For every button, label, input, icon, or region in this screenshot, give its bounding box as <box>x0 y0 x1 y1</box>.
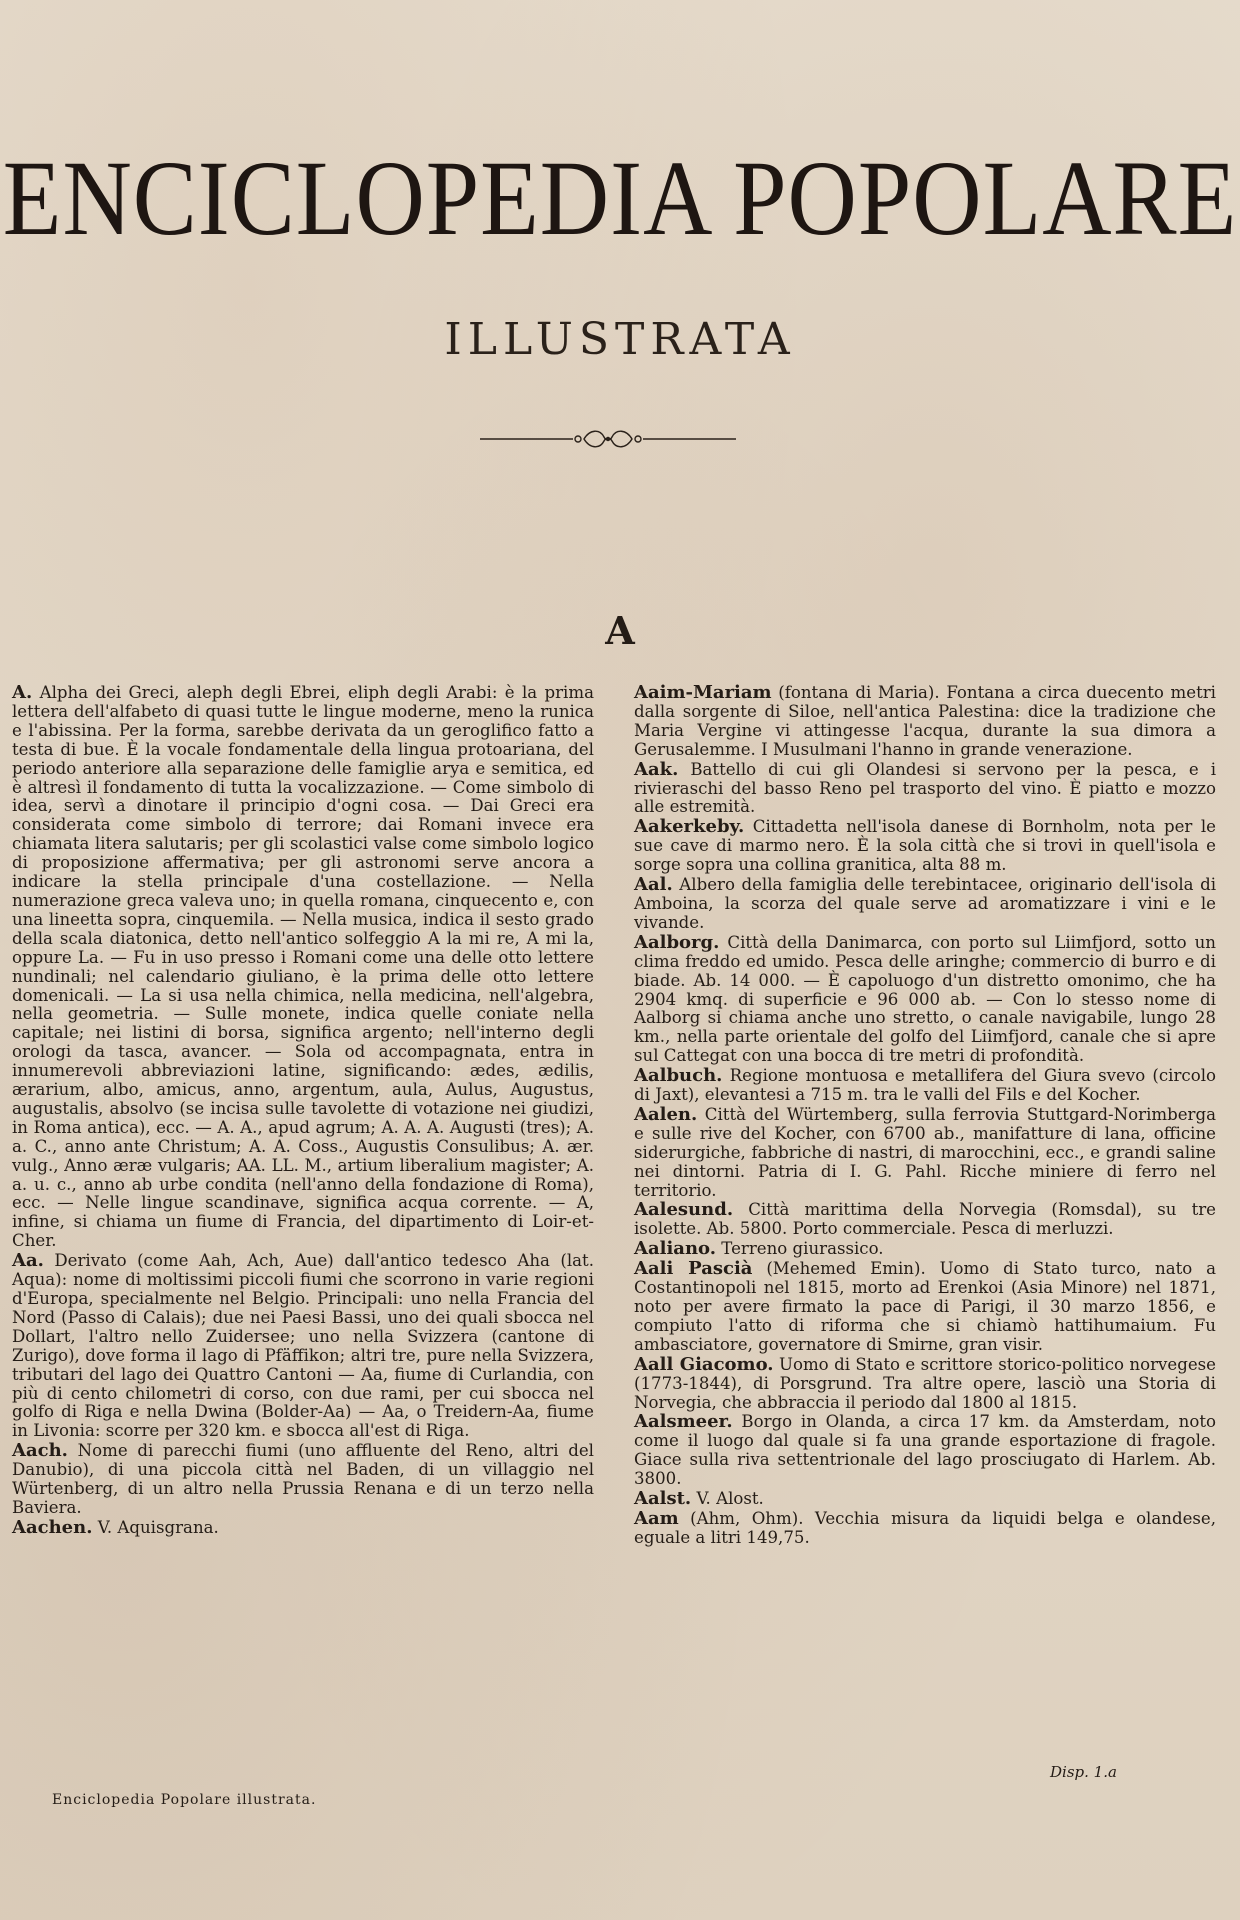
right-column <box>634 684 1216 1549</box>
entry-headword: Aakerkeby. <box>634 816 745 838</box>
dictionary-entry <box>12 1442 594 1518</box>
ornament-divider <box>478 425 738 453</box>
dictionary-entry <box>12 1516 594 1538</box>
entry-headword: A. <box>12 682 33 703</box>
entry-text: Alpha dei Greci, aleph degli Ebrei, eliph degli Arabi: è la prima lettera dell'alfabeto di quasi tutte le lingue moderne, meno la runica e l'abissina. Per la forma, sarebbe derivata da un geroglifico fatto a testa di bue. È la vocale fondamentale della lingua protoariana, del periodo anteriore alla separazione delle famiglie arya e semitica, ed è altresì il fondamento di tutta la vocalizzazione. — Come simbolo di idea, servì a dinotare il principio d'ogni cosa. — Dai Greci era considerata come simbolo di terrore; dai Romani invece era chiamata litera salutaris; per gli scolastici valse come simbolo logico di proposizione affermativa; per gli astronomi serve ancora a indicare la stella principale d'una costellazione. — Nella numerazione greca valeva uno; in quella romana, cinquecento e, con una lineetta sopra, cinquemila. — Nella musica, indica il sesto grado della scala diatonica, detto nell'antico solfeggio A la mi re, A mi la, oppure La. — Fu in uso presso i Romani come una delle otto lettere nundinali; nel calendario giuliano, è la prima delle otto lettere domenicali. — La si usa nella chimica, nella medicina, nell'algebra, nella geometria. — Sulle monete, indica quelle coniate nella capitale; nei listini di borsa, significa argento; nell'interno degli orologi da tasca, avancer. — Sola od accompagnata, entra in innumerevoli abbreviazioni latine, significando: ædes, ædilis, ærarium, albo, amicus, anno, argentum, aula, Aulus, Augustus, augustalis, absolvo (se incisa sulle tavolette di votazione nei giudizi, in Roma antica), ecc. — A. A., apud agrum; A. A. A. Augusti (tres); A. a. C., anno ante Christum; A. A. Coss., Augustis Consulibus; A. ær. vulg., Anno æræ vulgaris; AA. LL. M., artium liberalium magister; A. a. u. c., anno ab urbe condita (nell'anno della fondazione di Roma), ecc. — Nelle lingue scandinave, significa acqua corrente. — A, infine, si chiama un fiume di Francia, del dipartimento di Loir-et-Cher. <box>12 683 594 1251</box>
dictionary-entry <box>12 684 594 1251</box>
left-column <box>12 684 594 1539</box>
dictionary-entry <box>634 1201 1216 1239</box>
entry-text: Terreno giurassico. <box>716 1239 884 1259</box>
fascicle-number: Disp. 1.a <box>1050 1763 1117 1781</box>
entry-text: Regione montuosa e metallifera del Giura svevo (circolo di Jaxt), elevantesi a 715 m. tra le valli del Fils e del Kocher. <box>634 1066 1216 1105</box>
entry-headword: Aalsmeer. <box>634 1411 733 1433</box>
entry-headword: Aal. <box>634 874 673 896</box>
entry-text: (Ahm, Ohm). Vecchia misura da liquidi belga e olandese, eguale a litri 149,75. <box>634 1508 1216 1547</box>
page-title: ENCICLOPEDIA POPOLARE <box>2 137 1238 258</box>
dictionary-entry <box>634 931 1216 1066</box>
entry-headword: Aall Giacomo. <box>634 1353 774 1375</box>
entry-headword: Aach. <box>12 1440 68 1462</box>
entry-headword: Aaliano. <box>634 1238 717 1260</box>
entry-text: V. Aquisgrana. <box>92 1517 219 1537</box>
dictionary-entry <box>634 818 1216 875</box>
entry-text: Albero della famiglia delle terebintacee, originario dell'isola di Amboina, la scorza del quale serve ad aromatizzare i vini e le vivande. <box>634 875 1216 932</box>
entry-text: Borgo in Olanda, a circa 17 km. da Amsterdam, noto come il luogo dal quale si fa una grande esportazione di fragole. Giace sulla riva settentrionale del lago prosciugato di Harlem. Ab. 3800. <box>634 1412 1216 1489</box>
entry-headword: Aachen. <box>12 1516 93 1538</box>
entry-text: Nome di parecchi fiumi (uno affluente del Reno, altri del Danubio), di una piccola città nel Baden, di un villaggio nel Würtenberg, di un altro nella Prussia Renana e di un terzo nella Baviera. <box>12 1441 594 1517</box>
entry-headword: Aalen. <box>634 1103 698 1125</box>
dictionary-entry <box>634 684 1216 760</box>
dictionary-entry <box>634 1507 1216 1548</box>
entry-text: Città marittima della Norvegia (Romsdal), su tre isolette. Ab. 5800. Porto commerciale. Pesca di merluzzi. <box>634 1200 1216 1239</box>
entry-text: Battello di cui gli Olandesi si servono per la pesca, e i rivieraschi del basso Reno pel trasporto del vino. È piatto e mozzo alle estremità. <box>634 759 1216 817</box>
entry-headword: Aaim-Mariam <box>634 682 772 703</box>
dictionary-entry <box>634 1103 1216 1201</box>
entry-text: Uomo di Stato e scrittore storico-politico norvegese (1773-1844), di Porsgrund. Tra altre opere, lasciò una Storia di Norvegia, che abbraccia il periodo dal 1800 al 1815. <box>634 1354 1216 1412</box>
entry-text: (fontana di Maria). Fontana a circa duecento metri dalla sorgente di Siloe, nell'antica Palestina: dice la tradizione che Maria Vergine vi attingesse l'acqua, durante la sua dimora a Gerusalemme. I Musulmani l'hanno in grande venerazione. <box>634 683 1216 759</box>
dictionary-entry <box>634 1353 1216 1413</box>
dictionary-entry <box>634 1240 1216 1259</box>
dictionary-entry <box>12 1252 594 1441</box>
entry-text: Derivato (come Aah, Ach, Aue) dall'antico tedesco Aha (lat. Aqua): nome di moltissimi piccoli fiumi che scorrono in varie regioni d'Europa, specialmente nel Belgio. Principali: uno nella Francia del Nord (Passo di Calais); due nei Paesi Bassi, uno dei quali sbocca nel Dollart, l'altro nello Zuidersee; uno nella Svizzera (cantone di Zurigo), dove forma il lago di Pfäffikon; altri tre, pure nella Svizzera, tributari del lago dei Quattro Cantoni — Aa, fiume di Curlandia, con più di cento chilometri di corso, con due rami, per cui sbocca nel golfo di Riga e nella Dwina (Bolder-Aa) — Aa, o Treidern-Aa, fiume in Livonia: scorre per 320 km. e sbocca all'est di Riga. <box>12 1251 594 1441</box>
entry-headword: Aalbuch. <box>634 1065 723 1087</box>
entry-text: V. Alost. <box>691 1489 764 1509</box>
entry-headword: Aali Pascià <box>634 1258 753 1280</box>
entry-text: (Mehemed Emin). Uomo di Stato turco, nato a Costantinopoli nel 1815, morto ad Erenkoi (Asia Minore) nel 1871, noto per avere firmato la pace di Parigi, il 30 marzo 1856, e compiuto l'atto di riforma che si chiamò hattihumaium. Fu ambasciatore, governatore di Smirne, gran visir. <box>634 1259 1217 1354</box>
dictionary-entry <box>634 1260 1216 1355</box>
dictionary-entry <box>634 876 1216 933</box>
entry-text: Città del Würtemberg, sulla ferrovia Stuttgard-Norimberga e sulle rive del Kocher, con 6700 ab., manifatture di lana, officine siderurgiche, fabbriche di nastri, di marocchini, ecc., e grandi saline nei dintorni. Patria di I. G. Pahl. Ricche miniere di ferro nel territorio. <box>634 1104 1216 1200</box>
entry-headword: Aalst. <box>634 1488 692 1510</box>
dictionary-entry <box>634 1413 1216 1489</box>
dictionary-entry <box>634 1067 1216 1105</box>
dictionary-entry <box>634 1490 1216 1509</box>
entry-headword: Aak. <box>634 758 679 780</box>
page-subtitle: ILLUSTRATA <box>444 314 796 365</box>
entry-headword: Aa. <box>12 1250 44 1272</box>
entry-text: Città della Danimarca, con porto sul Liimfjord, sotto un clima freddo ed umido. Pesca delle aringhe; commercio di burro e di biade. Ab. 14 000. — È capoluogo d'un distretto omonimo, che ha 2904 kmq. di superficie e 96 000 ab. — Con lo stesso nome di Aalborg si chiama anche uno stretto, o canale navigabile, lungo 28 km., nella parte orientale del golfo del Liimfjord, canale che si apre sul Cattegat con una bocca di tre metri di profondità. <box>634 932 1216 1066</box>
section-letter: A <box>605 608 635 653</box>
dictionary-entry <box>634 758 1216 818</box>
entry-headword: Aam <box>634 1507 679 1529</box>
entry-headword: Aalesund. <box>634 1199 734 1221</box>
entry-text: Cittadetta nell'isola danese di Bornholm, nota per le sue cave di marmo nero. È la sola città che si trovi in quell'isola e sorge sopra una collina granitica, alta 88 m. <box>634 817 1216 875</box>
entry-headword: Aalborg. <box>634 931 720 953</box>
running-footer: Enciclopedia Popolare illustrata. <box>52 1792 317 1808</box>
